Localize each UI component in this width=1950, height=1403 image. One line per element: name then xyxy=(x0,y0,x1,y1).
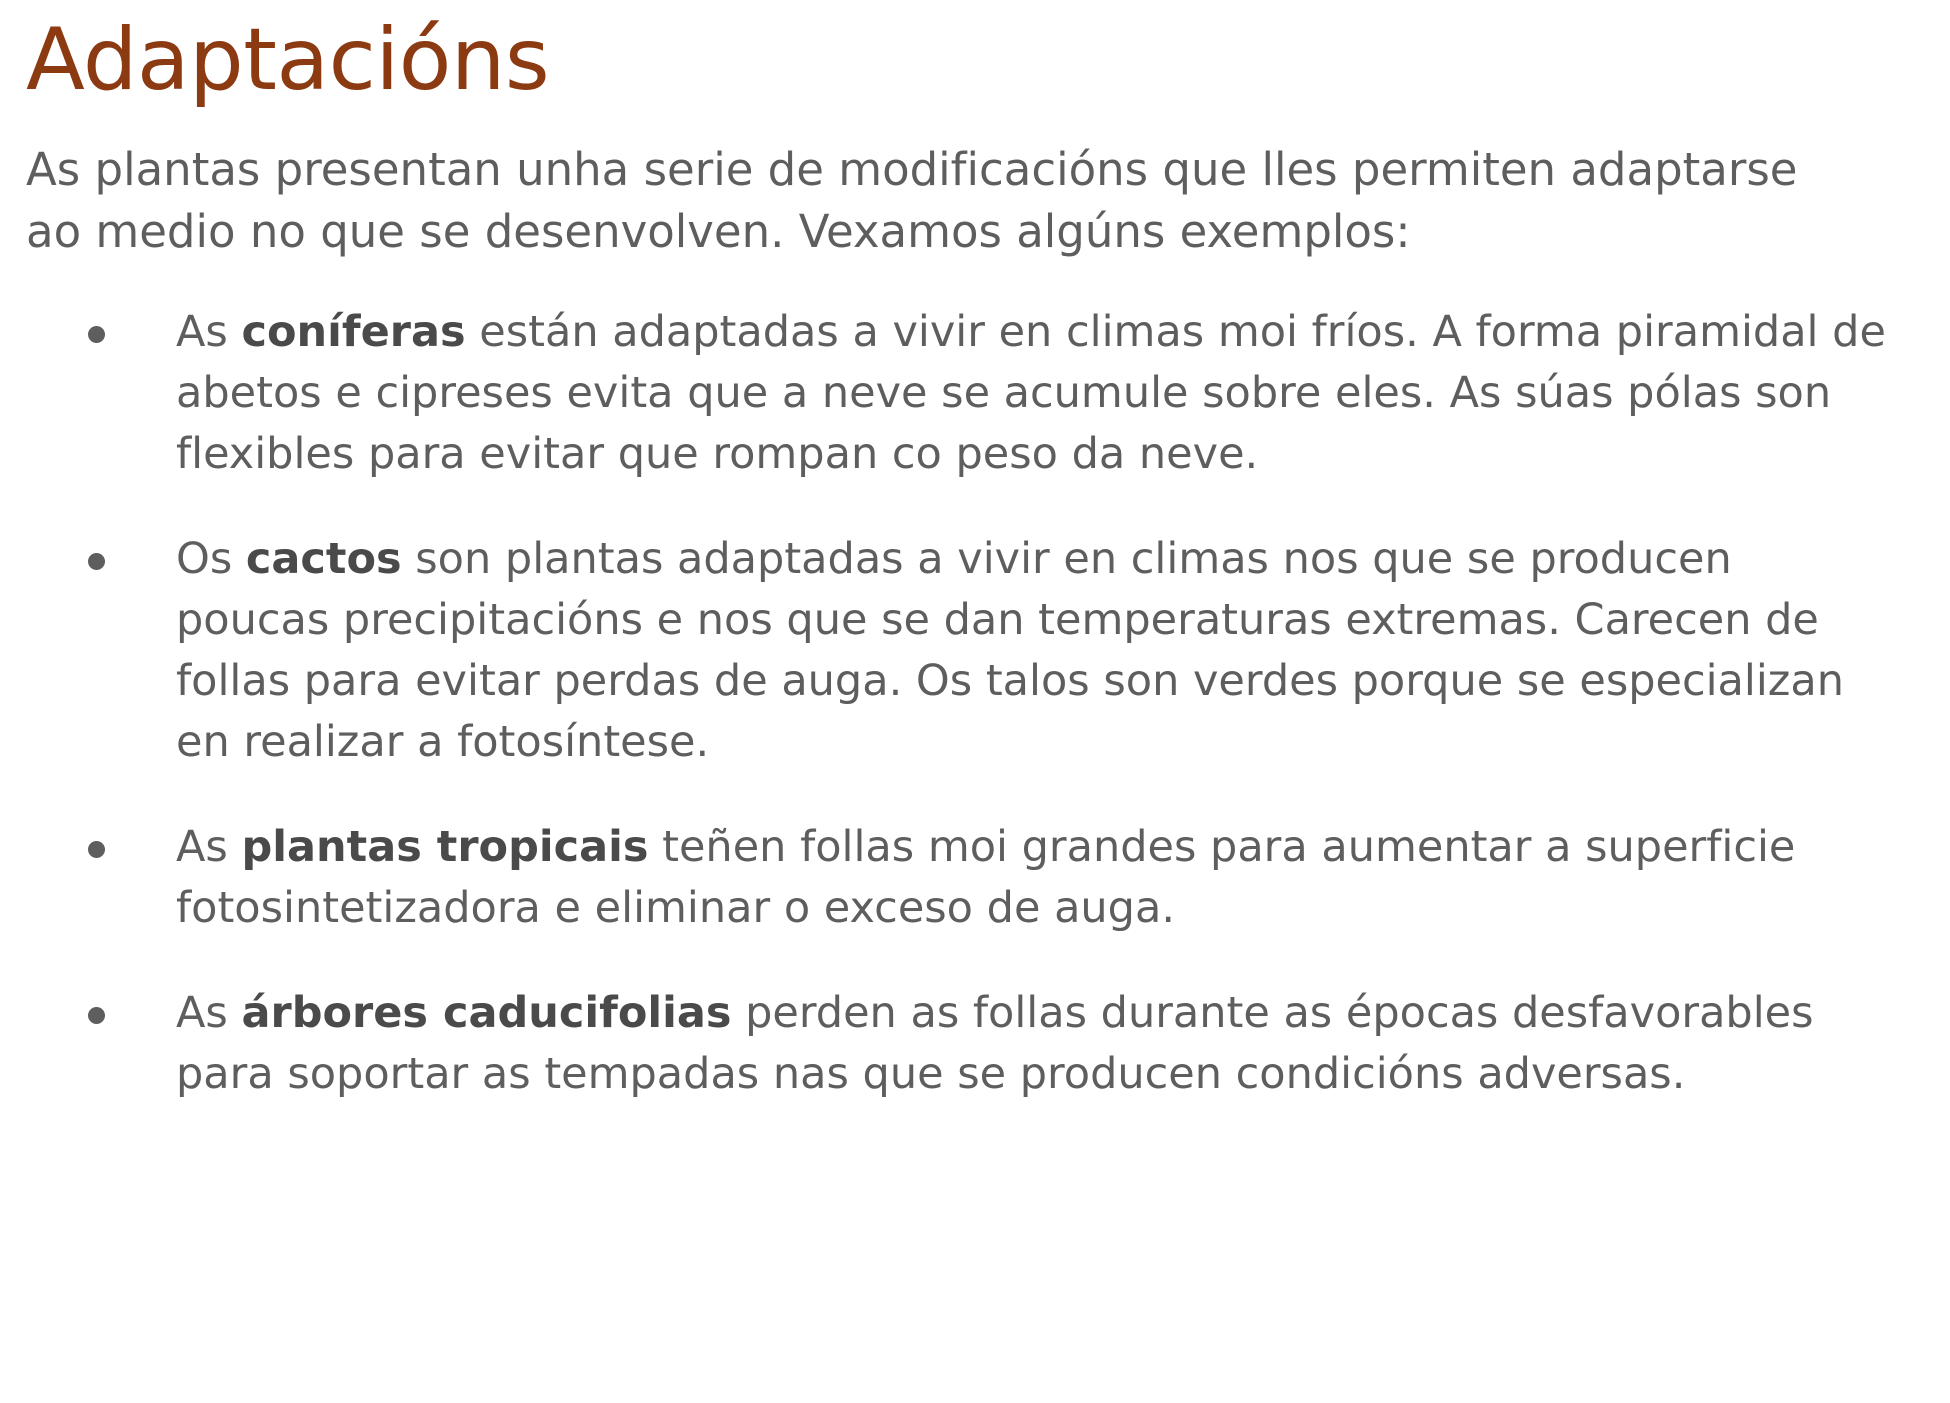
list-item-term: plantas tropicais xyxy=(241,822,649,873)
list-item xyxy=(26,529,1890,773)
list-item-text: están adaptadas a vivir en climas moi fríos. A forma piramidal de abetos e cipreses evita que a neve se acumule sobre eles. As súas pólas son flexibles para evitar que rompan co peso da neve. xyxy=(176,306,1886,479)
list-item xyxy=(26,817,1890,939)
list-item xyxy=(26,302,1890,485)
list-item-term: cactos xyxy=(245,533,402,584)
list-item-term: árbores caducifolias xyxy=(241,988,732,1039)
list-item-lead: As xyxy=(176,306,242,357)
adaptations-list xyxy=(26,302,1890,1106)
list-item-text: teñen follas moi grandes para aumentar a superficie fotosintetizadora e eliminar o exceso de auga. xyxy=(176,822,1796,934)
intro-paragraph: As plantas presentan unha serie de modificacións que lles permiten adaptarse ao medio no que se desenvolven. Vexamos algúns exemplos: xyxy=(26,143,1798,258)
list-item xyxy=(26,983,1890,1105)
list-item-term: coníferas xyxy=(241,306,466,357)
list-item-lead: As xyxy=(176,822,242,873)
page-title: Adaptacións xyxy=(26,10,550,110)
list-item-text: perden as follas durante as épocas desfavorables para soportar as tempadas nas que se producen condicións adversas. xyxy=(176,988,1814,1100)
list-item-text: son plantas adaptadas a vivir en climas nos que se producen poucas precipitacións e nos que se dan temperaturas extremas. Carecen de follas para evitar perdas de auga. Os talos son verdes porque se especializan en realizar a fotosíntese. xyxy=(176,533,1844,768)
list-item-lead: Os xyxy=(176,533,246,584)
list-item-lead: As xyxy=(176,988,242,1039)
